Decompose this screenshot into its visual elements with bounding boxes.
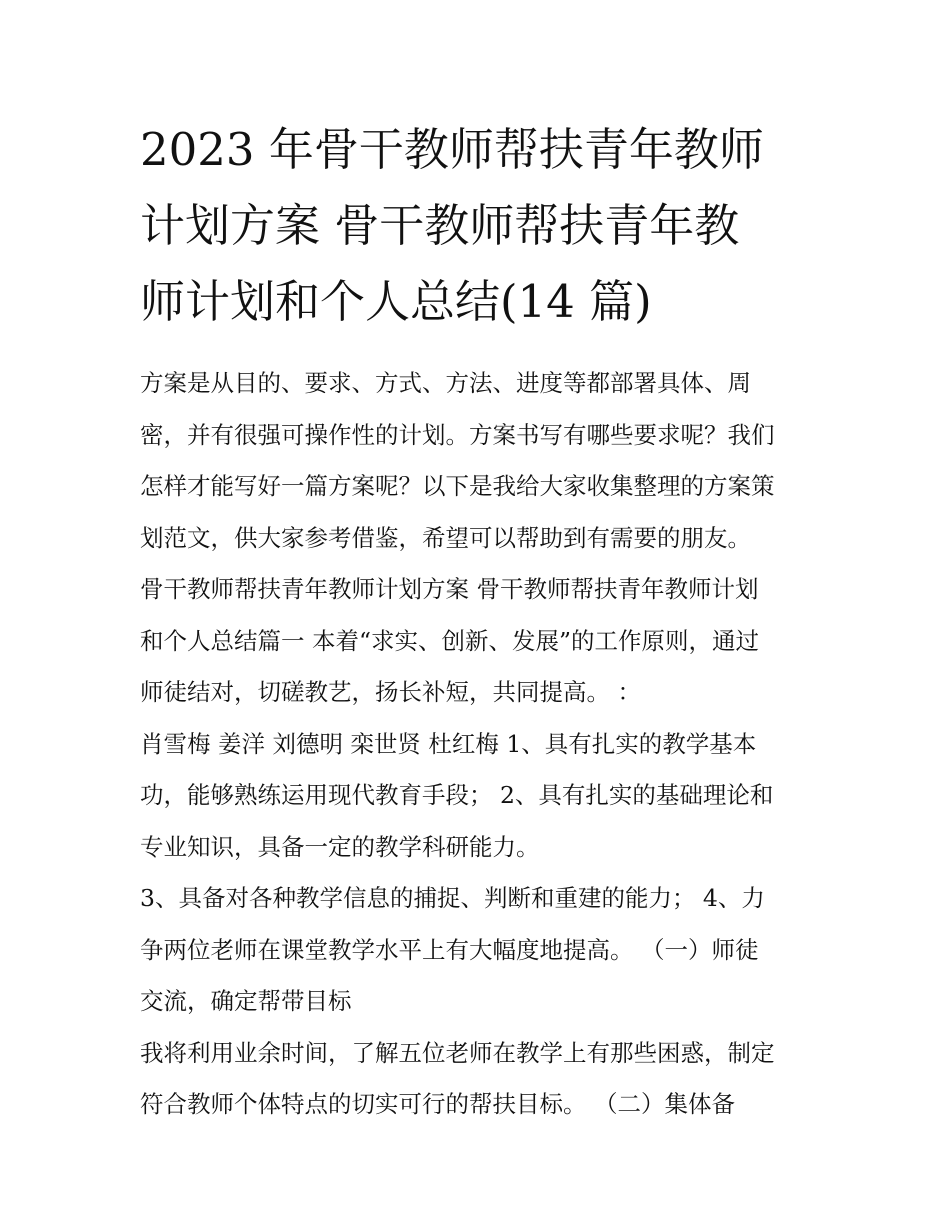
body-line: 交流，确定帮带目标: [140, 987, 352, 1015]
title-line: 2023 年骨干教师帮扶青年教师: [140, 123, 764, 176]
body-line: 肖雪梅 姜洋 刘德明 栾世贤 杜红梅 1、具有扎实的教学基本: [140, 729, 757, 758]
body-line: 和个人总结篇一 本着“求实、创新、发展”的工作原则，通过: [140, 626, 759, 655]
document-body: [140, 358, 820, 1131]
body-line: 怎样才能写好一篇方案呢？以下是我给大家收集整理的方案策: [140, 472, 775, 500]
body-line: 划范文，供大家参考借鉴，希望可以帮助到有需要的朋友。: [140, 523, 751, 552]
title-line: 师计划和个人总结(14 篇): [140, 275, 652, 328]
body-line: 方案是从目的、要求、方式、方法、进度等都部署具体、周: [140, 369, 751, 397]
body-line: 功，能够熟练运用现代教育手段； 2、具有扎实的基础理论和: [140, 781, 774, 809]
body-line: 3、具备对各种教学信息的捕捉、判断和重建的能力； 4、力: [140, 884, 765, 912]
document-title: [140, 112, 820, 340]
body-line: 密，并有很强可操作性的计划。方案书写有哪些要求呢？我们: [140, 420, 775, 449]
title-line: 计划方案 骨干教师帮扶青年教: [140, 199, 740, 252]
body-line: 符合教师个体特点的切实可行的帮扶目标。 （二）集体备: [140, 1090, 735, 1118]
body-line: 专业知识，具备一定的教学科研能力。: [140, 832, 540, 861]
body-line: 师徒结对，切磋教艺，扬长补短，共同提高。 ：: [140, 678, 641, 706]
body-line: 骨干教师帮扶青年教师计划方案 骨干教师帮扶青年教师计划: [140, 575, 759, 603]
body-line: 我将利用业余时间，了解五位老师在教学上有那些困惑，制定: [140, 1038, 775, 1067]
body-line: 争两位老师在课堂教学水平上有大幅度地提高。 （一）师徒: [140, 935, 759, 964]
